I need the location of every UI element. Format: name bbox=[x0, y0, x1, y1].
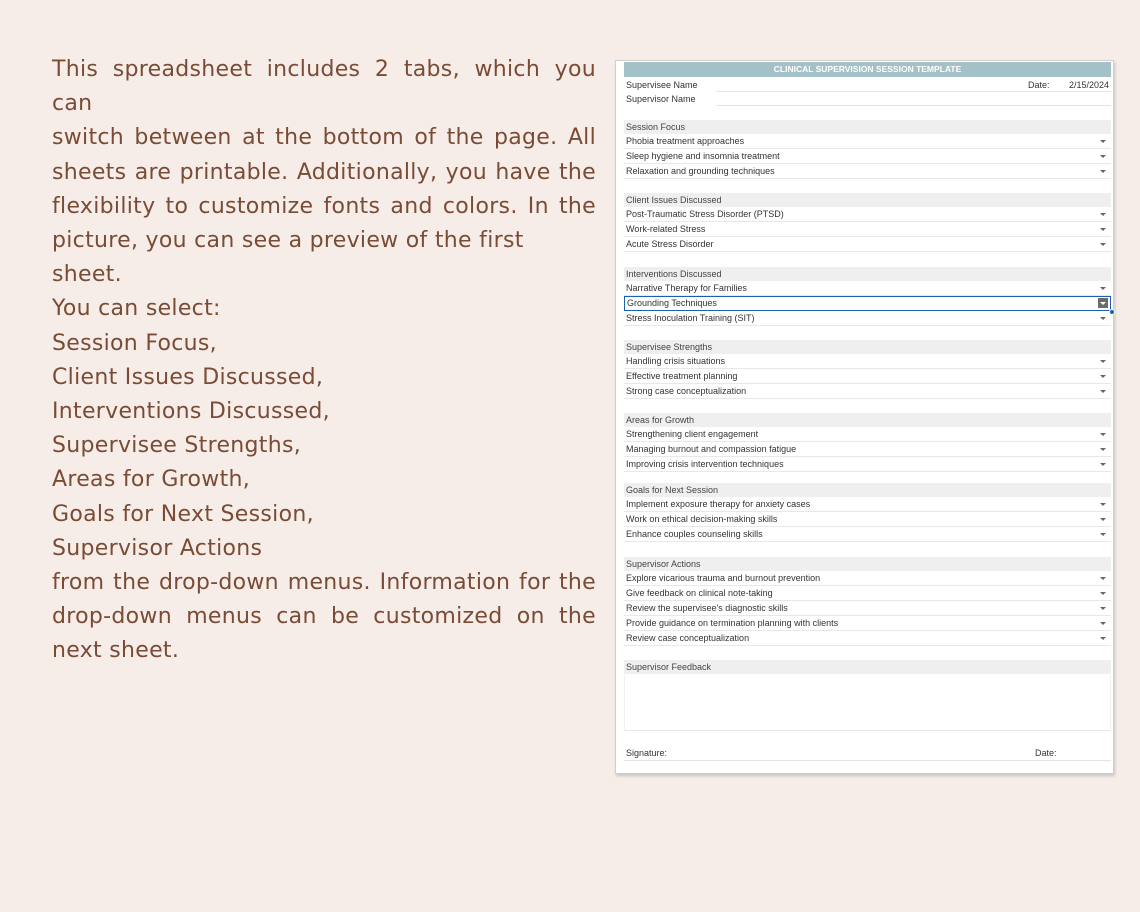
dropdown-caret-icon[interactable] bbox=[1100, 463, 1106, 466]
dropdown-caret-icon[interactable] bbox=[1100, 533, 1106, 536]
sheet-title: CLINICAL SUPERVISION SESSION TEMPLATE bbox=[624, 62, 1111, 77]
section-header: Goals for Next Session bbox=[624, 483, 1111, 497]
dropdown-value: Explore vicarious trauma and burnout prevention bbox=[626, 573, 821, 583]
description-line: Client Issues Discussed, bbox=[52, 364, 324, 390]
description-line: Interventions Discussed, bbox=[52, 399, 330, 425]
dropdown-cell[interactable] bbox=[624, 586, 1111, 601]
dropdown-caret-icon[interactable] bbox=[1100, 213, 1106, 216]
dropdown-caret-icon[interactable] bbox=[1100, 287, 1106, 290]
dropdown-cell[interactable] bbox=[624, 311, 1111, 326]
dropdown-value: Stress Inoculation Training (SIT) bbox=[626, 313, 755, 323]
description-line: picture, you can see a preview of the first sheet. bbox=[52, 228, 524, 288]
description-line: flexibility to customize fonts and colors. In the bbox=[52, 193, 596, 219]
dropdown-cell[interactable] bbox=[624, 527, 1111, 542]
dropdown-cell[interactable] bbox=[624, 427, 1111, 442]
dropdown-cell[interactable] bbox=[624, 354, 1111, 369]
dropdown-caret-icon[interactable] bbox=[1100, 622, 1106, 625]
dropdown-value: Effective treatment planning bbox=[626, 371, 738, 381]
dropdown-cell[interactable] bbox=[624, 237, 1111, 252]
section-header: Areas for Growth bbox=[624, 413, 1111, 427]
description-line: sheets are printable. Additionally, you have the bbox=[52, 159, 596, 185]
supervisee-row bbox=[624, 78, 1111, 92]
dropdown-cell[interactable] bbox=[624, 222, 1111, 237]
signature-row bbox=[624, 746, 1111, 761]
dropdown-caret-icon[interactable] bbox=[1100, 317, 1106, 320]
supervisor-label: Supervisor Name bbox=[626, 94, 696, 104]
dropdown-value: Review the supervisee's diagnostic skills bbox=[626, 603, 788, 613]
dropdown-cell[interactable] bbox=[624, 207, 1111, 222]
description-line: drop-down menus can be customized on the bbox=[52, 604, 596, 630]
dropdown-caret-icon[interactable] bbox=[1100, 360, 1106, 363]
section-header: Supervisee Strengths bbox=[624, 340, 1111, 354]
section-header: Session Focus bbox=[624, 120, 1111, 134]
dropdown-caret-icon[interactable] bbox=[1100, 577, 1106, 580]
dropdown-value: Relaxation and grounding techniques bbox=[626, 166, 775, 176]
feedback-header: Supervisor Feedback bbox=[624, 660, 1111, 674]
dropdown-value: Improving crisis intervention techniques bbox=[626, 459, 784, 469]
dropdown-cell[interactable] bbox=[624, 601, 1111, 616]
dropdown-cell[interactable] bbox=[624, 164, 1111, 179]
dropdown-cell[interactable] bbox=[624, 149, 1111, 164]
dropdown-button-icon[interactable] bbox=[1098, 298, 1108, 308]
dropdown-cell-selected[interactable] bbox=[624, 296, 1111, 311]
dropdown-value: Provide guidance on termination planning with clients bbox=[626, 618, 839, 628]
description-line: switch between at the bottom of the page. All bbox=[52, 125, 596, 151]
description-line: Supervisor Actions bbox=[52, 535, 263, 561]
dropdown-caret-icon[interactable] bbox=[1100, 170, 1106, 173]
supervisor-name-cell[interactable] bbox=[716, 105, 1111, 106]
dropdown-cell[interactable] bbox=[624, 571, 1111, 586]
description-line: Supervisee Strengths, bbox=[52, 433, 302, 459]
dropdown-caret-icon[interactable] bbox=[1100, 448, 1106, 451]
spreadsheet-preview bbox=[615, 60, 1114, 774]
dropdown-caret-icon[interactable] bbox=[1100, 140, 1106, 143]
dropdown-cell[interactable] bbox=[624, 442, 1111, 457]
dropdown-value: Work on ethical decision-making skills bbox=[626, 514, 778, 524]
dropdown-cell[interactable] bbox=[624, 384, 1111, 399]
dropdown-caret-icon[interactable] bbox=[1100, 637, 1106, 640]
dropdown-cell[interactable] bbox=[624, 616, 1111, 631]
dropdown-cell[interactable] bbox=[624, 457, 1111, 472]
dropdown-value: Strong case conceptualization bbox=[626, 386, 747, 396]
signature-label: Signature: bbox=[626, 748, 668, 758]
dropdown-value: Narrative Therapy for Families bbox=[626, 283, 747, 293]
dropdown-caret-icon[interactable] bbox=[1100, 390, 1106, 393]
date-label: Date: bbox=[1028, 80, 1050, 90]
dropdown-value: Post-Traumatic Stress Disorder (PTSD) bbox=[626, 209, 784, 219]
description-line: from the drop-down menus. Information for the bbox=[52, 570, 596, 596]
description-line: You can select: bbox=[52, 296, 221, 322]
dropdown-caret-icon[interactable] bbox=[1100, 607, 1106, 610]
dropdown-value: Implement exposure therapy for anxiety cases bbox=[626, 499, 811, 509]
dropdown-cell[interactable] bbox=[624, 512, 1111, 527]
dropdown-value: Give feedback on clinical note-taking bbox=[626, 588, 773, 598]
dropdown-cell[interactable] bbox=[624, 497, 1111, 512]
dropdown-cell[interactable] bbox=[624, 281, 1111, 296]
description-line: This spreadsheet includes 2 tabs, which you can bbox=[52, 57, 596, 117]
dropdown-value: Work-related Stress bbox=[626, 224, 706, 234]
supervisee-label: Supervisee Name bbox=[626, 80, 698, 90]
feedback-cell[interactable] bbox=[624, 675, 1111, 731]
dropdown-caret-icon[interactable] bbox=[1100, 433, 1106, 436]
dropdown-value: Grounding Techniques bbox=[627, 298, 717, 308]
dropdown-value: Strengthening client engagement bbox=[626, 429, 759, 439]
date-value[interactable]: 2/15/2024 bbox=[1068, 80, 1109, 90]
dropdown-value: Review case conceptualization bbox=[626, 633, 750, 643]
description-line: Goals for Next Session, bbox=[52, 501, 314, 527]
dropdown-caret-icon[interactable] bbox=[1100, 503, 1106, 506]
dropdown-value: Handling crisis situations bbox=[626, 356, 726, 366]
dropdown-value: Acute Stress Disorder bbox=[626, 239, 714, 249]
section-header: Supervisor Actions bbox=[624, 557, 1111, 571]
dropdown-value: Enhance couples counseling skills bbox=[626, 529, 763, 539]
dropdown-cell[interactable] bbox=[624, 369, 1111, 384]
description-line: next sheet. bbox=[52, 638, 180, 664]
dropdown-value: Phobia treatment approaches bbox=[626, 136, 745, 146]
dropdown-caret-icon[interactable] bbox=[1100, 518, 1106, 521]
supervisor-row bbox=[624, 92, 1111, 106]
dropdown-caret-icon[interactable] bbox=[1100, 228, 1106, 231]
dropdown-caret-icon[interactable] bbox=[1100, 592, 1106, 595]
signature-date-label: Date: bbox=[1035, 748, 1057, 758]
description-line: Areas for Growth, bbox=[52, 467, 251, 493]
dropdown-value: Managing burnout and compassion fatigue bbox=[626, 444, 797, 454]
dropdown-caret-icon[interactable] bbox=[1100, 243, 1106, 246]
section-header: Client Issues Discussed bbox=[624, 193, 1111, 207]
description-line: Session Focus, bbox=[52, 330, 217, 356]
dropdown-cell[interactable] bbox=[624, 631, 1111, 646]
dropdown-cell[interactable] bbox=[624, 134, 1111, 149]
dropdown-caret-icon[interactable] bbox=[1100, 375, 1106, 378]
section-header: Interventions Discussed bbox=[624, 267, 1111, 281]
description-text bbox=[52, 53, 596, 669]
dropdown-value: Sleep hygiene and insomnia treatment bbox=[626, 151, 780, 161]
dropdown-caret-icon[interactable] bbox=[1100, 155, 1106, 158]
